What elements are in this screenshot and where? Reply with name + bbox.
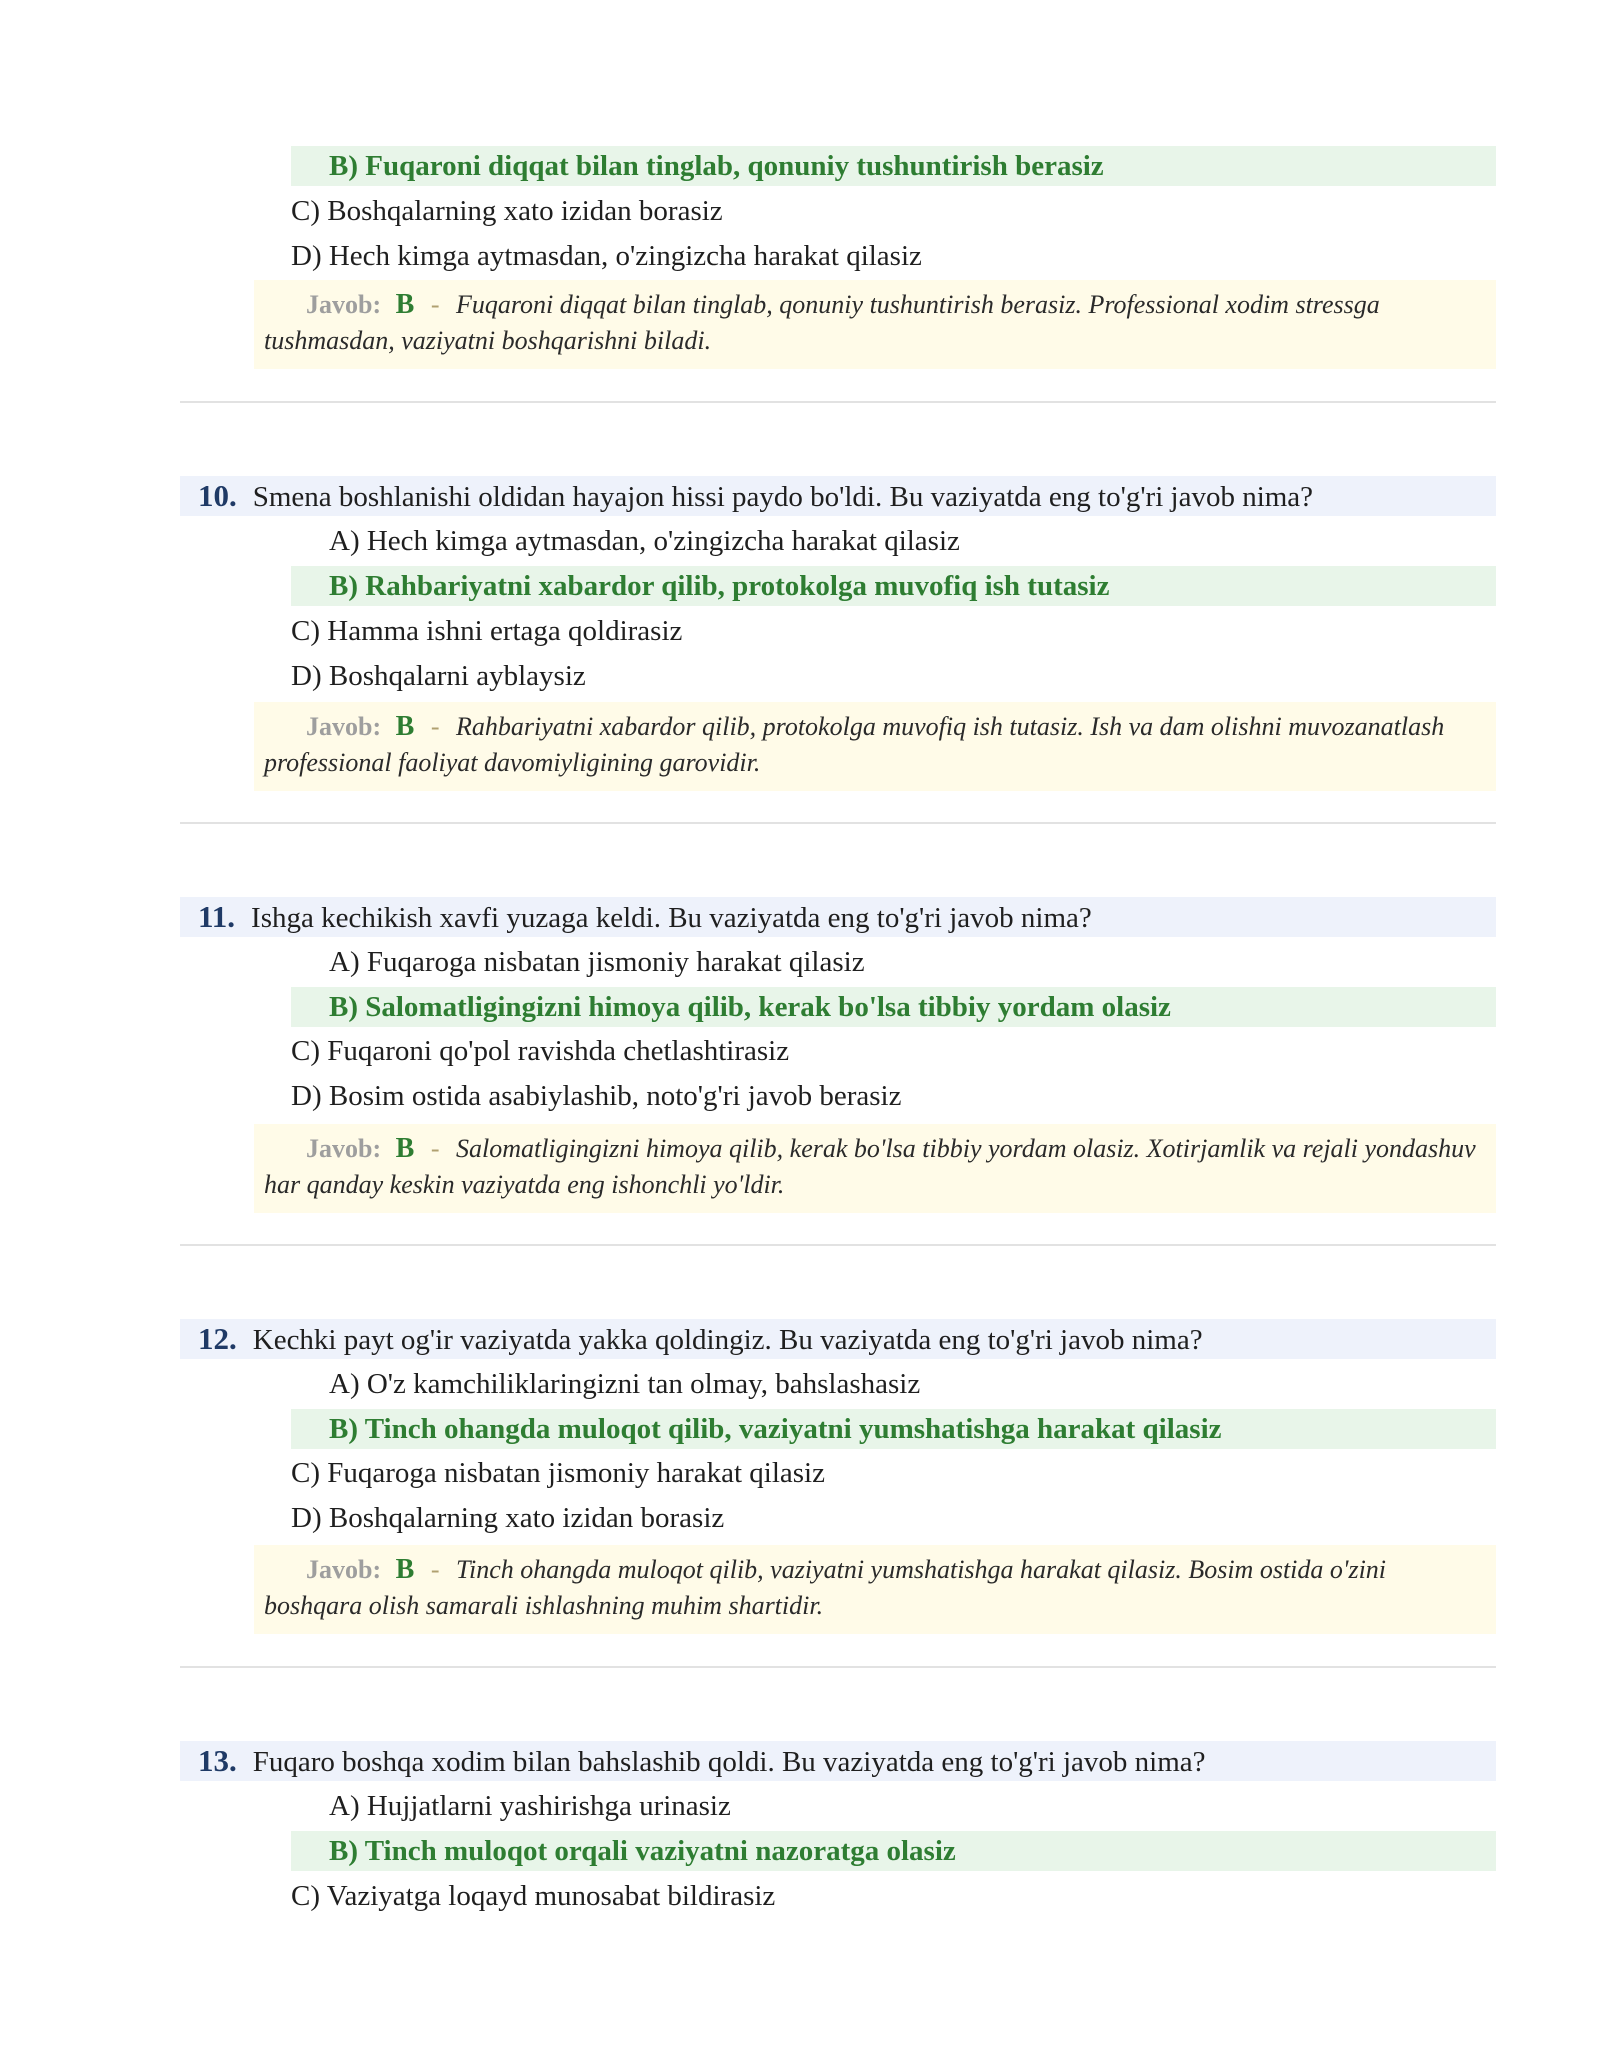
option-correct: B) Rahbariyatni xabardor qilib, protokolga muvofiq ish tutasiz bbox=[291, 566, 1496, 606]
question-text: Smena boshlanishi oldidan hayajon hissi paydo bo'ldi. Bu vaziyatda eng to'g'ri javob nima? bbox=[252, 481, 1314, 513]
question-number: 10. bbox=[198, 478, 237, 513]
answer-box bbox=[254, 280, 1496, 369]
question-number: 13. bbox=[198, 1743, 237, 1778]
option: D) Hech kimga aytmasdan, o'zingizcha harakat qilasiz bbox=[291, 240, 922, 272]
answer-letter: B bbox=[395, 1554, 415, 1585]
answer-box bbox=[254, 702, 1496, 791]
option: A) O'z kamchiliklaringizni tan olmay, bahslashasiz bbox=[329, 1368, 921, 1400]
answer-label: Javob: bbox=[306, 1134, 382, 1163]
answer-text: Salomatligingizni himoya qilib, kerak bo'lsa tibbiy yordam olasiz. Xotirjamlik va rejali yondashuv har qanday keskin vaziyatda eng ishonchli yo'ldir. bbox=[264, 1134, 1476, 1199]
answer-dash: - bbox=[430, 290, 440, 319]
option: A) Hech kimga aytmasdan, o'zingizcha harakat qilasiz bbox=[329, 525, 960, 557]
option: C) Boshqalarning xato izidan borasiz bbox=[291, 195, 723, 227]
answer-text: Rahbariyatni xabardor qilib, protokolga muvofiq ish tutasiz. Ish va dam olishni muvozanatlash professional faoliyat davomiyligining garovidir. bbox=[264, 712, 1445, 777]
answer-label: Javob: bbox=[306, 1555, 382, 1584]
option: C) Fuqaroga nisbatan jismoniy harakat qilasiz bbox=[291, 1457, 825, 1489]
option: D) Boshqalarning xato izidan borasiz bbox=[291, 1502, 725, 1534]
option-correct: B) Salomatligingizni himoya qilib, kerak bo'lsa tibbiy yordam olasiz bbox=[291, 987, 1496, 1027]
answer-dash: - bbox=[430, 712, 440, 741]
divider bbox=[180, 401, 1496, 403]
option: C) Hamma ishni ertaga qoldirasiz bbox=[291, 615, 683, 647]
divider bbox=[180, 1244, 1496, 1246]
question-heading bbox=[180, 1319, 1496, 1359]
option: C) Vaziyatga loqayd munosabat bildirasiz bbox=[291, 1880, 776, 1912]
answer-box bbox=[254, 1124, 1496, 1213]
answer-letter: B bbox=[395, 289, 415, 320]
question-text: Fuqaro boshqa xodim bilan bahslashib qoldi. Bu vaziyatda eng to'g'ri javob nima? bbox=[252, 1746, 1206, 1778]
option-correct: B) Tinch ohangda muloqot qilib, vaziyatni yumshatishga harakat qilasiz bbox=[291, 1409, 1496, 1449]
option: C) Fuqaroni qo'pol ravishda chetlashtirasiz bbox=[291, 1035, 790, 1067]
answer-text: Tinch ohangda muloqot qilib, vaziyatni yumshatishga harakat qilasiz. Bosim ostida o'zini boshqara olish samarali ishlashning muhim shartidir. bbox=[264, 1555, 1387, 1620]
divider bbox=[180, 1666, 1496, 1668]
question-heading bbox=[180, 476, 1496, 516]
answer-dash: - bbox=[430, 1555, 440, 1584]
divider bbox=[180, 822, 1496, 824]
answer-dash: - bbox=[430, 1134, 440, 1163]
answer-text: Fuqaroni diqqat bilan tinglab, qonuniy tushuntirish berasiz. Professional xodim stressga tushmasdan, vaziyatni boshqarishni biladi. bbox=[264, 290, 1380, 355]
option: A) Fuqaroga nisbatan jismoniy harakat qilasiz bbox=[329, 946, 865, 978]
answer-letter: B bbox=[395, 711, 415, 742]
option-correct: B) Fuqaroni diqqat bilan tinglab, qonuniy tushuntirish berasiz bbox=[291, 146, 1496, 186]
answer-letter: B bbox=[395, 1133, 415, 1164]
answer-label: Javob: bbox=[306, 290, 382, 319]
question-text: Ishga kechikish xavfi yuzaga keldi. Bu vaziyatda eng to'g'ri javob nima? bbox=[251, 902, 1092, 934]
option: D) Boshqalarni ayblaysiz bbox=[291, 660, 586, 692]
question-heading bbox=[180, 1741, 1496, 1781]
question-number: 11. bbox=[198, 899, 236, 934]
option: D) Bosim ostida asabiylashib, noto'g'ri javob berasiz bbox=[291, 1080, 902, 1112]
answer-box bbox=[254, 1545, 1496, 1634]
option-correct: B) Tinch muloqot orqali vaziyatni nazoratga olasiz bbox=[291, 1831, 1496, 1871]
question-number: 12. bbox=[198, 1321, 237, 1356]
option: A) Hujjatlarni yashirishga urinasiz bbox=[329, 1790, 731, 1822]
question-heading bbox=[180, 897, 1496, 937]
answer-label: Javob: bbox=[306, 712, 382, 741]
question-text: Kechki payt og'ir vaziyatda yakka qoldingiz. Bu vaziyatda eng to'g'ri javob nima? bbox=[252, 1324, 1203, 1356]
